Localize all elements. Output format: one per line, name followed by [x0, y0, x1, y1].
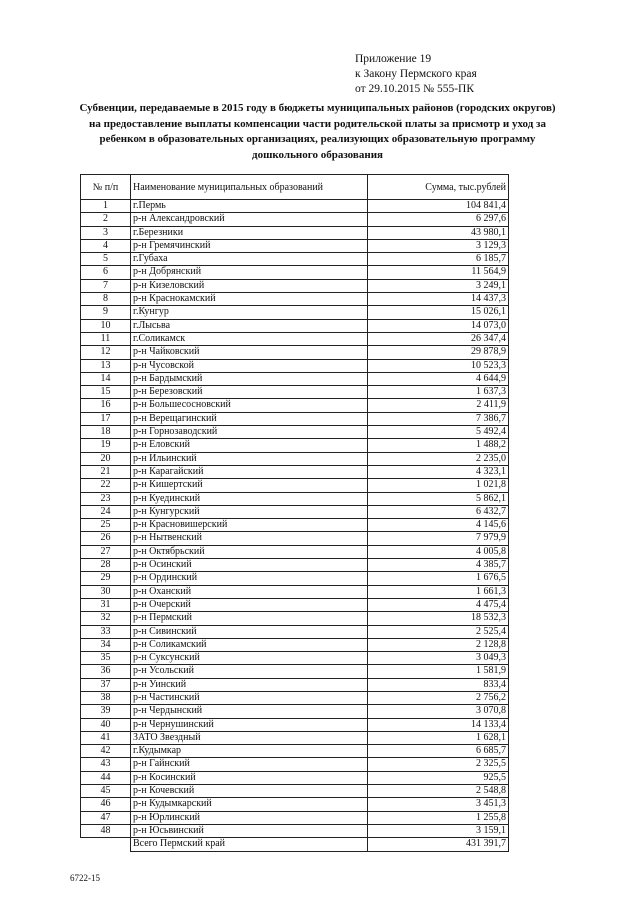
- table-row: [81, 585, 509, 598]
- row-name: р-н Большесосновский: [131, 399, 368, 412]
- table-header-row: [81, 175, 509, 200]
- table-row: [81, 771, 509, 784]
- row-sum: 1 628,1: [368, 731, 509, 744]
- row-name: р-н Чусовской: [131, 359, 368, 372]
- table-row: [81, 519, 509, 532]
- row-num: 2: [81, 213, 131, 226]
- row-name: г.Губаха: [131, 253, 368, 266]
- row-sum: 6 185,7: [368, 253, 509, 266]
- row-num: 8: [81, 293, 131, 306]
- row-name: р-н Юсьвинский: [131, 824, 368, 837]
- row-name: р-н Усольский: [131, 665, 368, 678]
- row-name: р-н Гайнский: [131, 758, 368, 771]
- row-name: р-н Красновишерский: [131, 519, 368, 532]
- row-sum: 4 005,8: [368, 545, 509, 558]
- table-row: [81, 638, 509, 651]
- row-sum: 29 878,9: [368, 346, 509, 359]
- row-num: 17: [81, 412, 131, 425]
- row-num: 47: [81, 811, 131, 824]
- row-sum: 4 475,4: [368, 598, 509, 611]
- row-num: 29: [81, 572, 131, 585]
- table-row: [81, 372, 509, 385]
- row-num: 7: [81, 279, 131, 292]
- row-sum: 1 637,3: [368, 386, 509, 399]
- row-sum: 14 437,3: [368, 293, 509, 306]
- table-row: [81, 479, 509, 492]
- row-name: р-н Чердынский: [131, 705, 368, 718]
- row-num: 14: [81, 372, 131, 385]
- row-name: р-н Добрянский: [131, 266, 368, 279]
- table-row: [81, 452, 509, 465]
- header-name: Наименование муниципальных образований: [131, 175, 368, 200]
- table-row: [81, 612, 509, 625]
- appendix-note: [355, 52, 605, 97]
- row-sum: 925,5: [368, 771, 509, 784]
- row-name: г.Кунгур: [131, 306, 368, 319]
- table-row: [81, 785, 509, 798]
- row-sum: 4 323,1: [368, 465, 509, 478]
- row-name: р-н Косинский: [131, 771, 368, 784]
- row-num: 38: [81, 691, 131, 704]
- row-sum: 1 661,3: [368, 585, 509, 598]
- row-num: 3: [81, 226, 131, 239]
- table-row: [81, 731, 509, 744]
- row-sum: 3 070,8: [368, 705, 509, 718]
- row-num: 28: [81, 559, 131, 572]
- row-sum: 18 532,3: [368, 612, 509, 625]
- row-num: 15: [81, 386, 131, 399]
- row-sum: 14 073,0: [368, 319, 509, 332]
- row-name: р-н Соликамский: [131, 638, 368, 651]
- footer-code: 6722-15: [70, 873, 100, 883]
- table-row: [81, 652, 509, 665]
- row-name: р-н Горнозаводский: [131, 426, 368, 439]
- row-name: р-н Оханский: [131, 585, 368, 598]
- appendix-date: от 29.10.2015 № 555-ПК: [355, 83, 475, 95]
- row-sum: 1 676,5: [368, 572, 509, 585]
- row-sum: 3 159,1: [368, 824, 509, 837]
- row-num: 23: [81, 492, 131, 505]
- table-row: [81, 691, 509, 704]
- table-row: [81, 625, 509, 638]
- row-sum: 833,4: [368, 678, 509, 691]
- row-sum: 14 133,4: [368, 718, 509, 731]
- row-sum: 3 049,3: [368, 652, 509, 665]
- table-row: [81, 266, 509, 279]
- row-name: р-н Краснокамский: [131, 293, 368, 306]
- row-name: г.Соликамск: [131, 332, 368, 345]
- row-num: 27: [81, 545, 131, 558]
- row-sum: 2 411,9: [368, 399, 509, 412]
- row-num: 4: [81, 239, 131, 252]
- table-row: [81, 439, 509, 452]
- table-row: [81, 332, 509, 345]
- row-name: р-н Суксунский: [131, 652, 368, 665]
- appendix-number: Приложение 19: [355, 53, 432, 65]
- row-num: 1: [81, 200, 131, 213]
- row-name: р-н Ильинский: [131, 452, 368, 465]
- table-row: [81, 572, 509, 585]
- appendix-law: к Закону Пермского края: [355, 68, 477, 80]
- row-sum: 1 021,8: [368, 479, 509, 492]
- row-sum: 5 492,4: [368, 426, 509, 439]
- table-row: [81, 239, 509, 252]
- total-sum: 431 391,7: [368, 838, 509, 851]
- row-num: 21: [81, 465, 131, 478]
- row-name: р-н Еловский: [131, 439, 368, 452]
- table-row: [81, 399, 509, 412]
- row-name: р-н Карагайский: [131, 465, 368, 478]
- table-row: [81, 200, 509, 213]
- table-row: [81, 386, 509, 399]
- row-num: 30: [81, 585, 131, 598]
- row-sum: 2 548,8: [368, 785, 509, 798]
- row-name: г.Кудымкар: [131, 745, 368, 758]
- row-sum: 6 297,6: [368, 213, 509, 226]
- row-sum: 2 128,8: [368, 638, 509, 651]
- row-num: 31: [81, 598, 131, 611]
- table-row: [81, 213, 509, 226]
- header-sum: Сумма, тыс.рублей: [368, 175, 509, 200]
- table-total-row: [81, 838, 509, 851]
- row-name: р-н Нытвенский: [131, 532, 368, 545]
- row-name: р-н Уинский: [131, 678, 368, 691]
- total-label: Всего Пермский край: [131, 838, 368, 851]
- table-row: [81, 306, 509, 319]
- row-name: р-н Верещагинский: [131, 412, 368, 425]
- header-num: № п/п: [81, 175, 131, 200]
- row-sum: 2 325,5: [368, 758, 509, 771]
- row-num: 44: [81, 771, 131, 784]
- row-sum: 1 488,2: [368, 439, 509, 452]
- row-num: 25: [81, 519, 131, 532]
- row-num: 12: [81, 346, 131, 359]
- row-num: 33: [81, 625, 131, 638]
- row-sum: 11 564,9: [368, 266, 509, 279]
- row-num: 48: [81, 824, 131, 837]
- subsidies-table: [80, 174, 509, 852]
- table-row: [81, 359, 509, 372]
- table-row: [81, 346, 509, 359]
- row-num: 22: [81, 479, 131, 492]
- table-row: [81, 798, 509, 811]
- row-name: р-н Александровский: [131, 213, 368, 226]
- row-sum: 7 386,7: [368, 412, 509, 425]
- row-name: р-н Сивинский: [131, 625, 368, 638]
- table-row: [81, 559, 509, 572]
- row-num: 26: [81, 532, 131, 545]
- table-row: [81, 465, 509, 478]
- row-name: р-н Осинский: [131, 559, 368, 572]
- row-num: 45: [81, 785, 131, 798]
- row-sum: 7 979,9: [368, 532, 509, 545]
- row-sum: 1 581,9: [368, 665, 509, 678]
- table-row: [81, 678, 509, 691]
- row-sum: 5 862,1: [368, 492, 509, 505]
- row-sum: 6 432,7: [368, 505, 509, 518]
- row-num: 24: [81, 505, 131, 518]
- row-num: 36: [81, 665, 131, 678]
- row-num: 5: [81, 253, 131, 266]
- row-name: г.Лысьва: [131, 319, 368, 332]
- row-name: р-н Чернушинский: [131, 718, 368, 731]
- table-row: [81, 412, 509, 425]
- table-row: [81, 545, 509, 558]
- row-name: р-н Кунгурский: [131, 505, 368, 518]
- row-num: 20: [81, 452, 131, 465]
- table-row: [81, 319, 509, 332]
- row-num: 18: [81, 426, 131, 439]
- row-num: 40: [81, 718, 131, 731]
- row-sum: 1 255,8: [368, 811, 509, 824]
- row-sum: 2 756,2: [368, 691, 509, 704]
- row-num: 6: [81, 266, 131, 279]
- table-row: [81, 253, 509, 266]
- row-sum: 4 145,6: [368, 519, 509, 532]
- row-name: р-н Кудымкарский: [131, 798, 368, 811]
- row-name: р-н Юрлинский: [131, 811, 368, 824]
- total-num-cell: [81, 838, 131, 851]
- table-row: [81, 505, 509, 518]
- row-name: р-н Пермский: [131, 612, 368, 625]
- row-num: 39: [81, 705, 131, 718]
- row-name: р-н Кишертский: [131, 479, 368, 492]
- row-sum: 6 685,7: [368, 745, 509, 758]
- row-num: 9: [81, 306, 131, 319]
- table-row: [81, 758, 509, 771]
- row-num: 11: [81, 332, 131, 345]
- table-body: [81, 200, 509, 838]
- row-name: р-н Очерский: [131, 598, 368, 611]
- row-sum: 104 841,4: [368, 200, 509, 213]
- row-name: р-н Ординский: [131, 572, 368, 585]
- row-name: р-н Кизеловский: [131, 279, 368, 292]
- table-row: [81, 811, 509, 824]
- row-sum: 10 523,3: [368, 359, 509, 372]
- row-num: 10: [81, 319, 131, 332]
- table-row: [81, 705, 509, 718]
- row-num: 19: [81, 439, 131, 452]
- table-row: [81, 665, 509, 678]
- table-row: [81, 718, 509, 731]
- document-title: Субвенции, передаваемые в 2015 году в бюджеты муниципальных районов (городских округов) на предоставление выплаты компенсации части родительской платы за присмотр и уход за ребенком в образовательных организациях, реализующих образовательную программу дошкольного образования: [79, 102, 556, 161]
- row-num: 43: [81, 758, 131, 771]
- row-num: 32: [81, 612, 131, 625]
- row-num: 35: [81, 652, 131, 665]
- row-name: ЗАТО Звездный: [131, 731, 368, 744]
- table-row: [81, 426, 509, 439]
- table-row: [81, 745, 509, 758]
- row-name: р-н Березовский: [131, 386, 368, 399]
- row-num: 16: [81, 399, 131, 412]
- table-row: [81, 226, 509, 239]
- table-row: [81, 293, 509, 306]
- table-row: [81, 492, 509, 505]
- row-sum: 15 026,1: [368, 306, 509, 319]
- row-num: 37: [81, 678, 131, 691]
- row-sum: 3 249,1: [368, 279, 509, 292]
- row-sum: 2 525,4: [368, 625, 509, 638]
- row-name: р-н Бардымский: [131, 372, 368, 385]
- row-num: 46: [81, 798, 131, 811]
- row-sum: 43 980,1: [368, 226, 509, 239]
- table-row: [81, 598, 509, 611]
- table-row: [81, 824, 509, 837]
- row-sum: 4 644,9: [368, 372, 509, 385]
- row-name: р-н Кочевский: [131, 785, 368, 798]
- row-name: р-н Куединский: [131, 492, 368, 505]
- row-name: г.Березники: [131, 226, 368, 239]
- row-name: р-н Частинский: [131, 691, 368, 704]
- row-sum: 4 385,7: [368, 559, 509, 572]
- row-sum: 3 129,3: [368, 239, 509, 252]
- table-row: [81, 532, 509, 545]
- row-name: р-н Чайковский: [131, 346, 368, 359]
- row-name: г.Пермь: [131, 200, 368, 213]
- row-num: 42: [81, 745, 131, 758]
- row-sum: 3 451,3: [368, 798, 509, 811]
- row-num: 13: [81, 359, 131, 372]
- row-num: 41: [81, 731, 131, 744]
- row-sum: 26 347,4: [368, 332, 509, 345]
- row-num: 34: [81, 638, 131, 651]
- row-name: р-н Гремячинский: [131, 239, 368, 252]
- table-row: [81, 279, 509, 292]
- row-name: р-н Октябрьский: [131, 545, 368, 558]
- row-sum: 2 235,0: [368, 452, 509, 465]
